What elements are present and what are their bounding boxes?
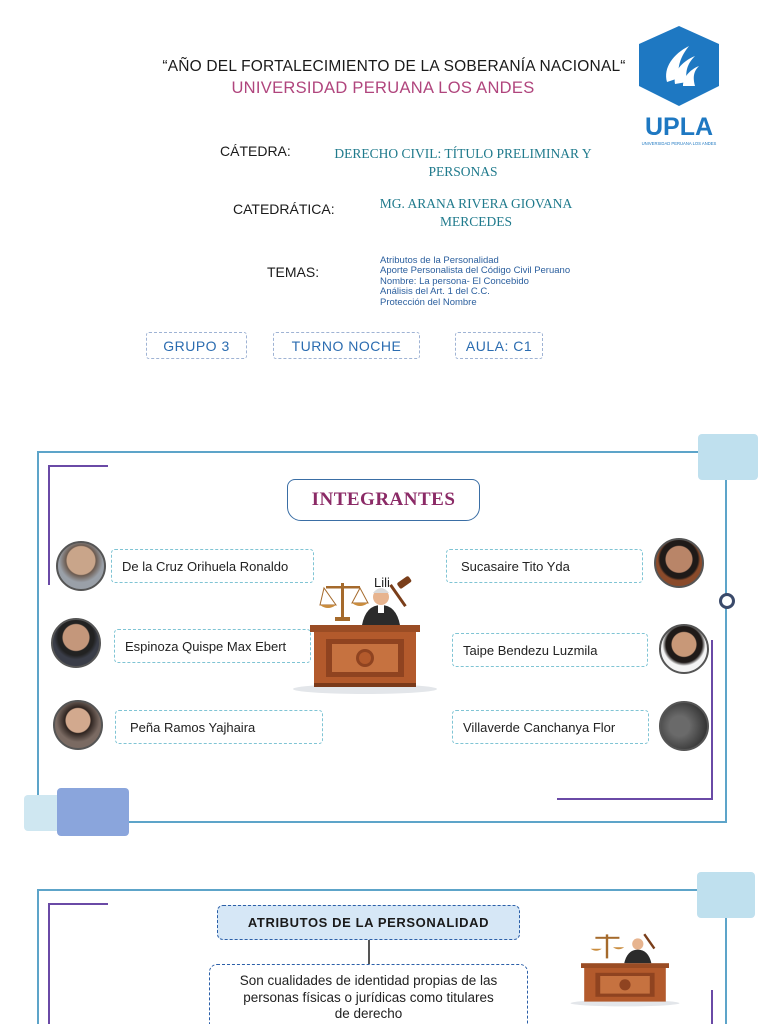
avatar (56, 541, 106, 591)
upla-logo (633, 24, 725, 154)
member-name: Peña Ramos Yajhaira (115, 710, 323, 744)
avatar (659, 701, 709, 751)
frame-inner-right (711, 640, 713, 800)
tema-item: Análisis del Art. 1 del C.C. (380, 286, 490, 298)
member-name: Sucasaire Tito Yda (446, 549, 643, 583)
frame-inner-top (48, 465, 108, 467)
svg-text:UPLA: UPLA (644, 113, 714, 141)
definition-line-1: Son cualidades de identidad propias de las (239, 973, 498, 988)
temas-list (380, 256, 570, 308)
avatar (654, 538, 704, 588)
member-name: Espinoza Quispe Max Ebert (114, 629, 311, 663)
catedra-value (318, 145, 608, 181)
avatar (51, 618, 101, 668)
catedra-label: CÁTEDRA: (220, 143, 291, 159)
connector-line (368, 940, 370, 964)
frame-inner-left (48, 465, 50, 585)
frame-inner-left (48, 903, 50, 1024)
member-name: Villaverde Canchanya Flor (452, 710, 649, 744)
frame-inner-bottom (557, 798, 713, 800)
judge-illustration (290, 575, 440, 695)
deco-square (57, 788, 129, 836)
turno-tag: TURNO NOCHE (273, 332, 420, 359)
tema-item: Protección del Nombre (380, 296, 477, 308)
catedratica-value (360, 195, 592, 231)
catedratica-value-line-1: MG. ARANA RIVERA GIOVANA (379, 196, 573, 211)
frame-left-line (37, 889, 39, 1024)
frame-right-line (725, 451, 727, 823)
definition-line-3: de derecho (334, 1006, 403, 1021)
frame-top-line (37, 451, 727, 453)
aula-tag: AULA: C1 (455, 332, 543, 359)
tema-item: Aporte Personalista del Código Civil Peruano (380, 265, 571, 277)
avatar (53, 700, 103, 750)
definition-line-2: personas físicas o jurídicas como titulares (243, 989, 494, 1005)
catedra-value-line-2: PERSONAS (428, 164, 498, 179)
deco-square (698, 434, 758, 480)
frame-left-line (37, 451, 39, 823)
atributos-title: ATRIBUTOS DE LA PERSONALIDAD (217, 905, 520, 940)
member-name: De la Cruz Orihuela Ronaldo (111, 549, 314, 583)
avatar (659, 624, 709, 674)
ring-icon (719, 593, 735, 609)
member-name: Taipe Bendezu Luzmila (452, 633, 648, 667)
integrantes-title: INTEGRANTES (287, 479, 480, 521)
deco-square (697, 872, 755, 918)
frame-top-line (37, 889, 727, 891)
tema-item: Nombre: La persona- El Concebido (380, 275, 529, 287)
catedra-value-line-1: DERECHO CIVIL: TÍTULO PRELIMINAR Y (334, 146, 592, 161)
catedratica-label: CATEDRÁTICA: (233, 201, 335, 217)
frame-bottom-line (37, 821, 727, 823)
frame-inner-right (711, 990, 713, 1024)
temas-label: TEMAS: (267, 264, 320, 280)
grupo-tag: GRUPO 3 (146, 332, 247, 359)
university-name: UNIVERSIDAD PERUANA LOS ANDES (231, 79, 535, 97)
judge-illustration-small (565, 928, 685, 1008)
frame-inner-top (48, 903, 108, 905)
tema-item: Atributos de la Personalidad (380, 255, 499, 266)
atributos-definition (209, 964, 528, 1024)
catedratica-value-line-2: MERCEDES (439, 214, 512, 229)
motto: “AÑO DEL FORTALECIMIENTO DE LA SOBERANÍA NACIONAL“ (162, 58, 626, 75)
svg-text:UNIVERSIDAD PERUANA LOS ANDES: UNIVERSIDAD PERUANA LOS ANDES (641, 141, 717, 146)
center-label: Lili (374, 575, 390, 590)
